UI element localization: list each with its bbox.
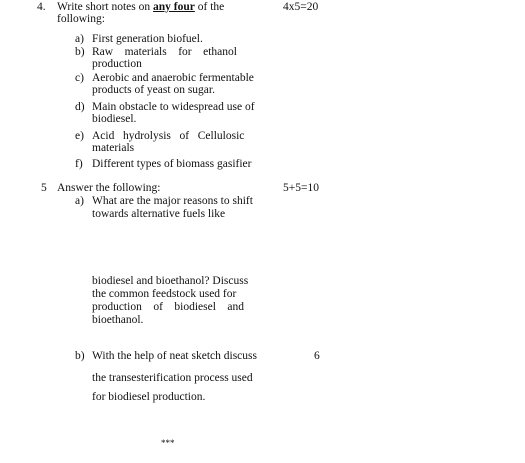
q4-intro-prefix: Write short notes on [57, 1, 153, 13]
q4-item-a-text: First generation biofuel. [92, 33, 203, 45]
q4-item-d-line2: biodiesel. [92, 113, 137, 125]
q5-b-line2: the transesterification process used [92, 372, 253, 384]
q4-item-e-line1: Acid hydrolysis of Cellulosic [92, 130, 245, 142]
q5-marks: 5+5=10 [283, 182, 319, 194]
q5-b-marks: 6 [314, 350, 320, 362]
q4-item-e-letter: e) [75, 130, 84, 142]
q4-number: 4. [37, 1, 46, 13]
q5-a-line5: production of biodiesel and [92, 301, 245, 313]
q5-b-letter: b) [75, 350, 85, 362]
q4-intro-emphasis: any four [153, 1, 195, 13]
q5-b-line3: for biodiesel production. [92, 391, 206, 403]
q4-item-c-letter: c) [75, 72, 84, 84]
q5-number: 5 [41, 182, 47, 194]
q5-a-line2: towards alternative fuels like [92, 208, 226, 220]
q4-item-d-line1: Main obstacle to widespread use of [92, 101, 255, 113]
q4-marks: 4x5=20 [283, 1, 319, 13]
q4-item-c-line1: Aerobic and anaerobic fermentable [92, 72, 254, 84]
q5-a-line6: bioethanol. [92, 314, 144, 326]
q5-intro: Answer the following: [57, 182, 161, 194]
q4-intro [57, 1, 224, 13]
q5-a-line1: What are the major reasons to shift [92, 195, 253, 207]
q5-b-line1: With the help of neat sketch discuss [92, 350, 257, 362]
q4-item-b-line1: Raw materials for ethanol [92, 46, 237, 58]
q4-item-c-line2: products of yeast on sugar. [92, 84, 215, 96]
q4-item-f-letter: f) [75, 158, 83, 170]
q4-intro-line2: following: [57, 13, 105, 25]
q4-item-b-letter: b) [75, 46, 85, 58]
q5-a-letter: a) [75, 195, 84, 207]
end-mark: *** [161, 438, 175, 448]
q4-intro-suffix: of the [194, 1, 225, 13]
q5-a-line3: biodiesel and bioethanol? Discuss [92, 275, 249, 287]
q4-item-e-line2: materials [92, 142, 135, 154]
q4-item-d-letter: d) [75, 101, 85, 113]
q4-item-a-letter: a) [75, 33, 84, 45]
q4-item-f-text: Different types of biomass gasifier [92, 158, 252, 170]
q4-item-b-line2: production [92, 58, 142, 70]
q5-a-line4: the common feedstock used for [92, 288, 237, 300]
